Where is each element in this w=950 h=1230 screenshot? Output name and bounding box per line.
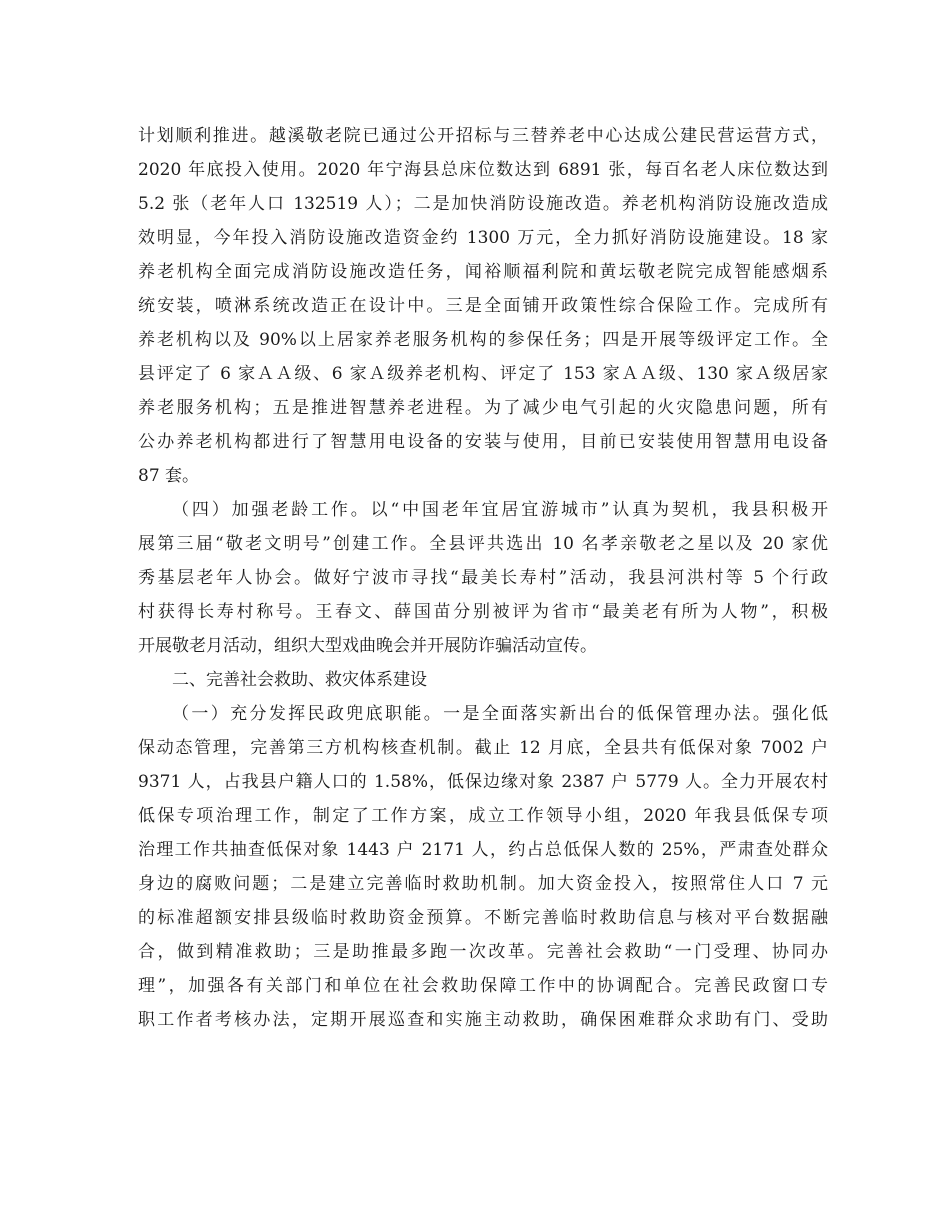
- text-line: 身边的腐败问题；二是建立完善临时救助机制。加大资金投入，按照常住人口 7 元: [138, 874, 828, 894]
- text-line: 统安装，喷淋系统改造正在设计中。三是全面铺开政策性综合保险工作。完成所有: [138, 296, 828, 316]
- text-line: （四）加强老龄工作。以“中国老年宜居宜游城市”认真为契机，我县积极开: [172, 500, 828, 520]
- text-line: 秀基层老年人协会。做好宁波市寻找“最美长寿村”活动，我县河洪村等 5 个行政: [138, 568, 828, 588]
- text-line: 理”，加强各有关部门和单位在社会救助保障工作中的协调配合。完善民政窗口专: [138, 976, 828, 996]
- text-line: 村获得长寿村称号。王春文、薛国苗分别被评为省市“最美老有所为人物”，积极: [138, 602, 828, 622]
- text-line: 职工作者考核办法，定期开展巡查和实施主动救助，确保困难群众求助有门、受助: [138, 1010, 828, 1030]
- text-line: 养老机构全面完成消防设施改造任务，闻裕顺福利院和黄坛敬老院完成智能感烟系: [138, 262, 828, 282]
- text-line: 2020 年底投入使用。2020 年宁海县总床位数达到 6891 张，每百名老人床位数达到: [138, 160, 828, 180]
- text-line: 开展敬老月活动，组织大型戏曲晚会并开展防诈骗活动宣传。: [138, 636, 597, 656]
- text-line: 低保专项治理工作，制定了工作方案，成立工作领导小组，2020 年我县低保专项: [138, 806, 828, 826]
- text-line: 二、完善社会救助、救灾体系建设: [172, 670, 427, 690]
- text-line: 合，做到精准救助；三是助推最多跑一次改革。完善社会救助“一门受理、协同办: [138, 942, 828, 962]
- text-line: 效明显，今年投入消防设施改造资金约 1300 万元，全力抓好消防设施建设。18 家: [138, 228, 828, 248]
- text-line: 的标准超额安排县级临时救助资金预算。不断完善临时救助信息与核对平台数据融: [138, 908, 828, 928]
- text-line: 展第三届“敬老文明号”创建工作。全县评共选出 10 名孝亲敬老之星以及 20 家优: [138, 534, 828, 554]
- text-line: 计划顺利推进。越溪敬老院已通过公开招标与三替养老中心达成公建民营运营方式，: [138, 126, 828, 146]
- text-line: 保动态管理，完善第三方机构核查机制。截止 12 月底，全县共有低保对象 7002 户: [138, 738, 828, 758]
- text-line: 87 套。: [138, 466, 200, 486]
- text-line: 9371 人，占我县户籍人口的 1.58%，低保边缘对象 2387 户 5779 人。全力开展农村: [138, 772, 828, 792]
- text-line: 公办养老机构都进行了智慧用电设备的安装与使用，目前已安装使用智慧用电设备: [138, 432, 828, 452]
- text-line: 养老服务机构；五是推进智慧养老进程。为了减少电气引起的火灾隐患问题，所有: [138, 398, 828, 418]
- text-line: 养老机构以及 90%以上居家养老服务机构的参保任务；四是开展等级评定工作。全: [138, 330, 828, 350]
- text-line: 5.2 张（老年人口 132519 人）；二是加快消防设施改造。养老机构消防设施改造成: [138, 194, 828, 214]
- text-line: 县评定了 6 家ＡＡ级、6 家Ａ级养老机构、评定了 153 家ＡＡ级、130 家Ａ级居家: [138, 364, 828, 384]
- body-text: [138, 119, 828, 1037]
- text-line: 治理工作共抽查低保对象 1443 户 2171 人，约占总低保人数的 25%，严肃查处群众: [138, 840, 828, 860]
- text-line: （一）充分发挥民政兜底职能。一是全面落实新出台的低保管理办法。强化低: [172, 704, 828, 724]
